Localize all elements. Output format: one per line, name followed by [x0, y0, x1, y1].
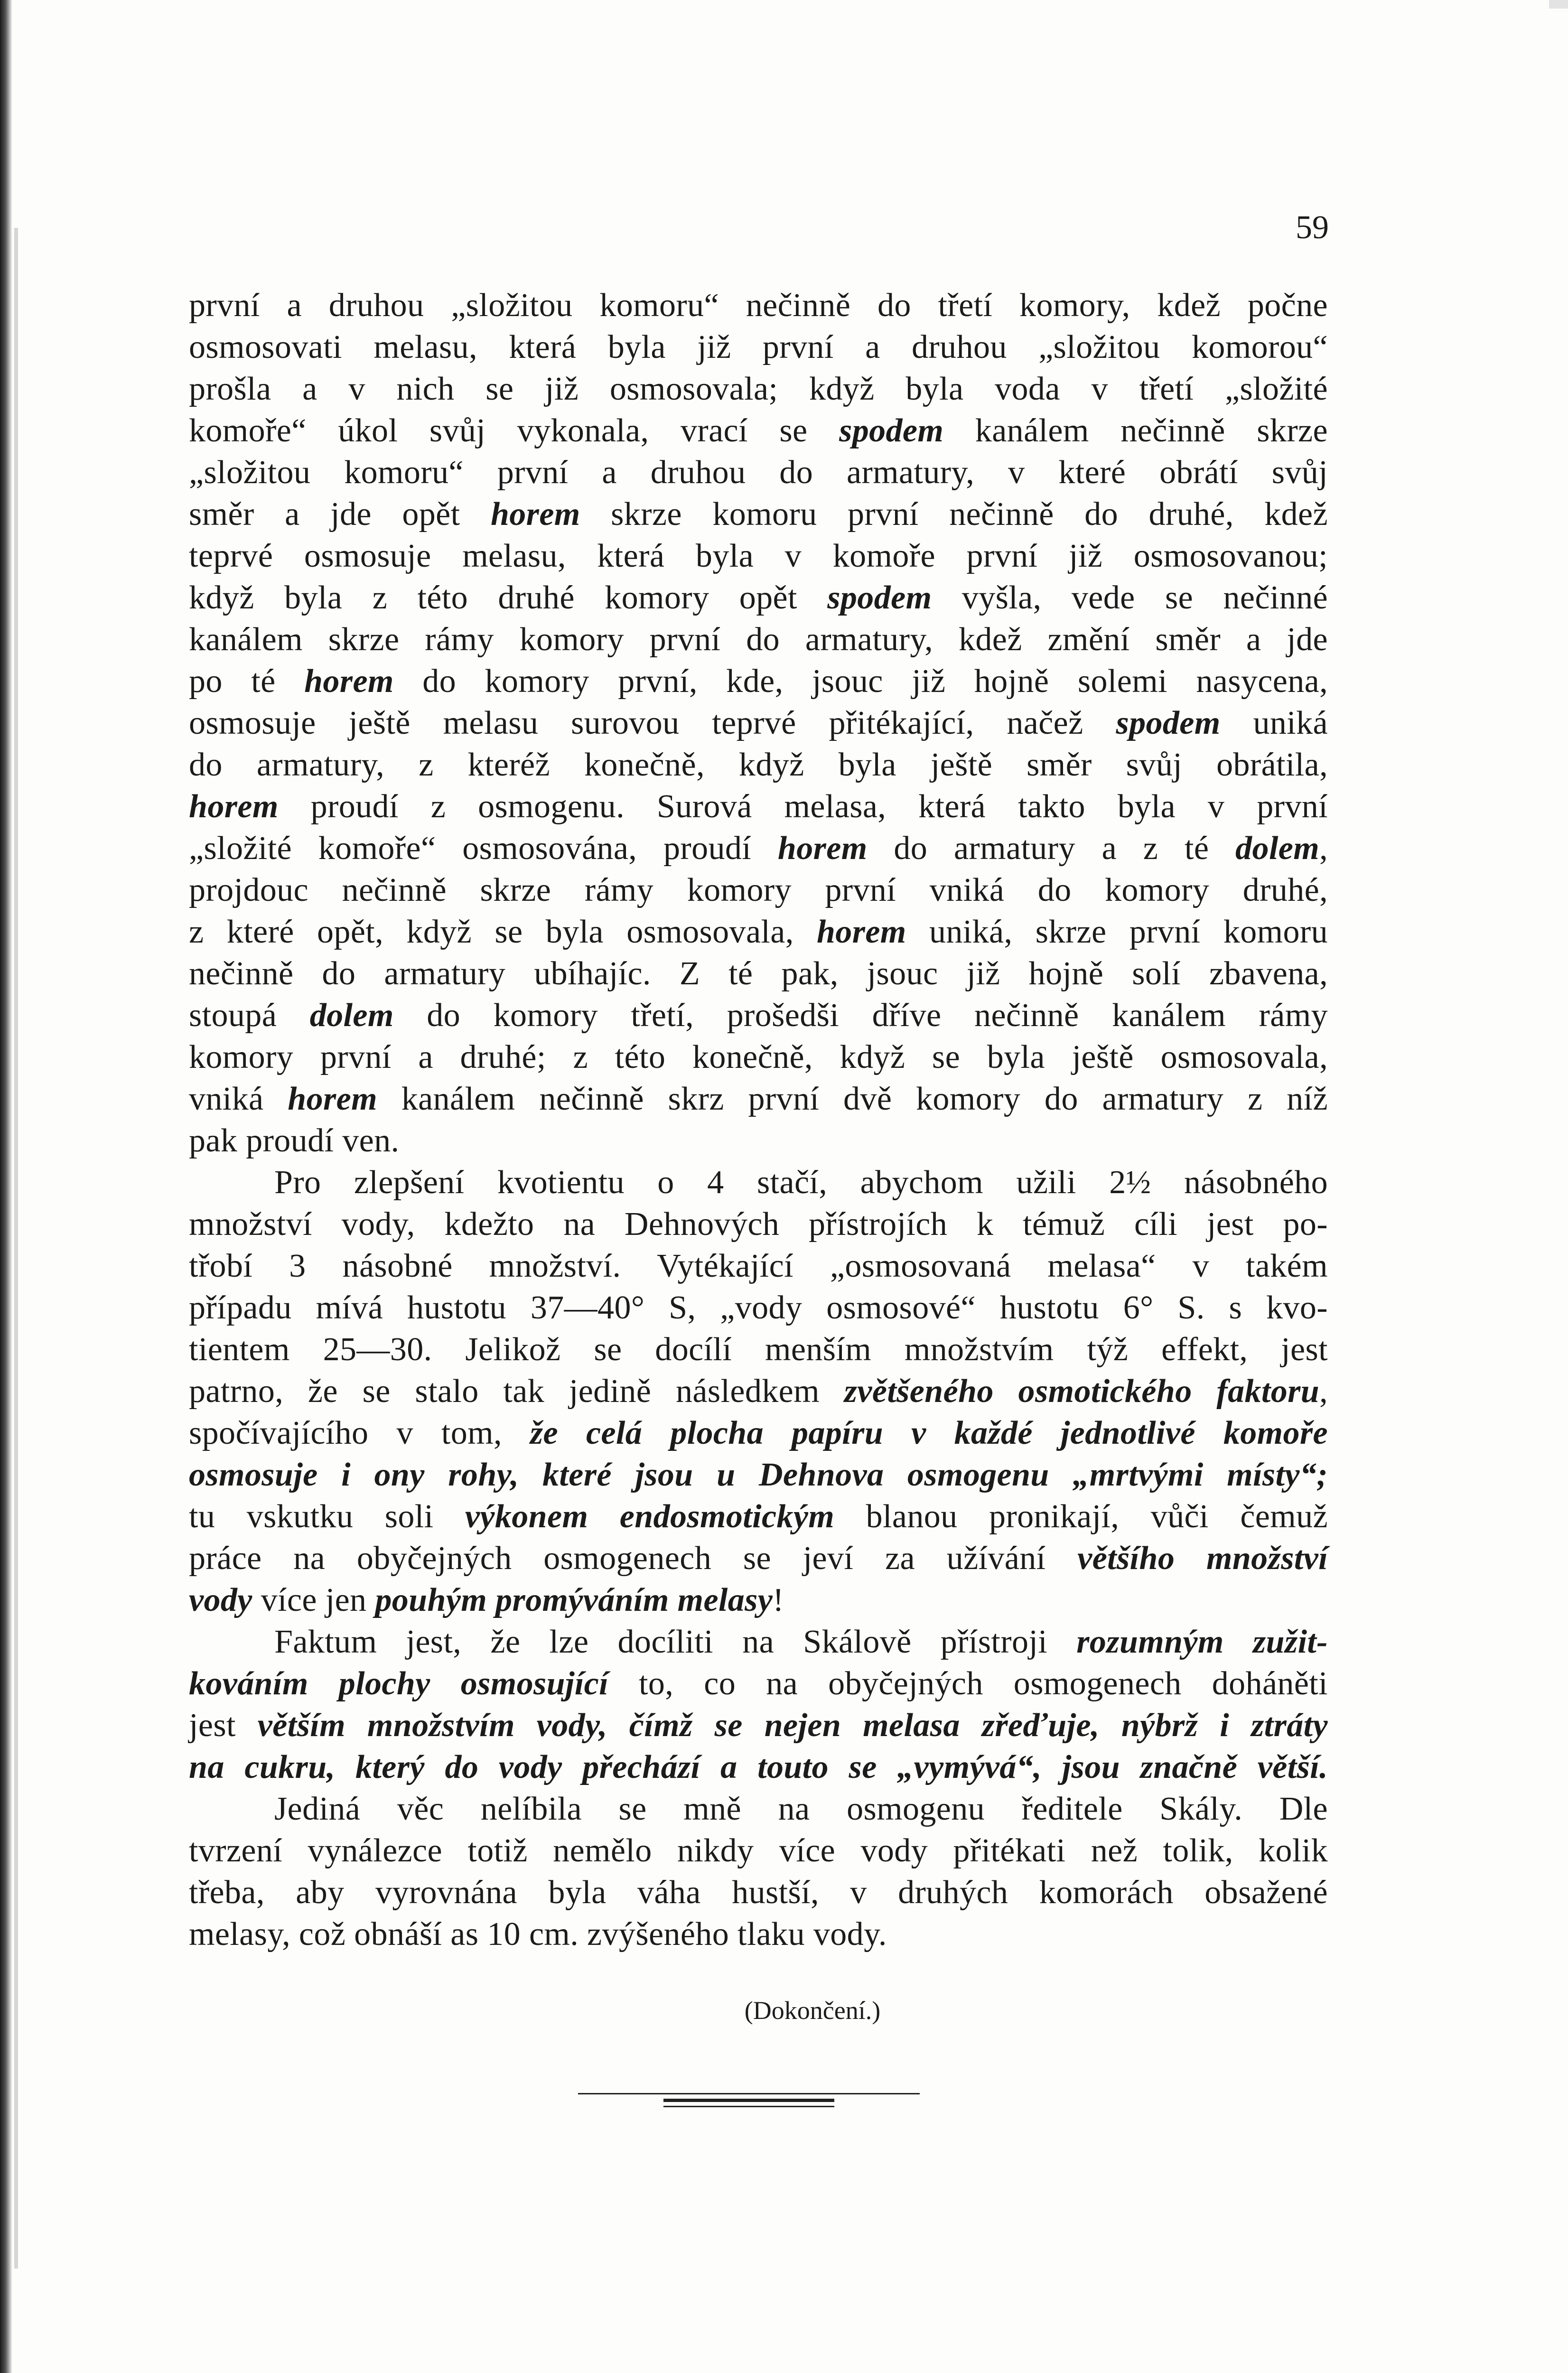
- text-line: [189, 368, 1328, 410]
- text-segment: projdouc nečinně skrze rámy komory první vniká do komory druhé,: [189, 872, 1328, 908]
- text-segment: tu vskutku soli: [189, 1498, 465, 1535]
- text-line: [189, 285, 1328, 327]
- text-segment: kanálem nečinně skrz první dvě komory do armatury z níž: [377, 1081, 1328, 1117]
- emphasis-text: spodem: [827, 579, 932, 616]
- text-segment: do komory třetí, prošedši dříve nečinně kanálem rámy: [393, 997, 1328, 1034]
- text-segment: tientem 25—30. Jelikož se docílí menším množstvím týž effekt, jest: [189, 1331, 1328, 1368]
- emphasis-text: zvětšeného osmotického faktoru: [844, 1373, 1320, 1410]
- text-segment: uniká, skrze první komoru: [906, 914, 1328, 950]
- text-line: [189, 953, 1328, 995]
- text-line: [189, 1496, 1328, 1538]
- continuation-label: (Dokončení.): [744, 1996, 881, 2025]
- text-segment: proudí z osmogenu. Surová melasa, která takto byla v první: [278, 788, 1328, 825]
- emphasis-text: dolem: [1235, 830, 1320, 867]
- text-line: [189, 1329, 1328, 1371]
- emphasis-text: horem: [816, 914, 906, 950]
- text-line: [189, 661, 1328, 702]
- text-line: [189, 744, 1328, 786]
- text-segment: jest: [189, 1707, 258, 1744]
- text-line: [189, 619, 1328, 661]
- text-segment: z které opět, když se byla osmosovala,: [189, 914, 817, 950]
- text-line: [189, 1037, 1328, 1078]
- text-line: [189, 911, 1328, 953]
- emphasis-text: pouhým promýváním melasy: [375, 1582, 773, 1618]
- text-segment: případu mívá hustotu 37—40° S, „vody osmosové“ hustotu 6° S. s kvo-: [189, 1289, 1328, 1326]
- text-line: [189, 1663, 1328, 1705]
- text-line: [189, 410, 1328, 452]
- text-segment: tvrzení vynálezce totiž nemělo nikdy více vody přitékati než tolik, kolik: [189, 1832, 1328, 1869]
- emphasis-text: spodem: [839, 412, 944, 449]
- text-segment: třeba, aby vyrovnána byla váha hustší, v druhých komorách obsažené: [189, 1874, 1328, 1911]
- text-segment: po té: [189, 663, 305, 700]
- text-line: [189, 828, 1328, 869]
- text-segment: do komory první, kde, jsouc již hojně solemi nasycena,: [393, 663, 1328, 700]
- emphasis-text: horem: [304, 663, 394, 700]
- text-segment: „složitou komoru“ první a druhou do armatury, v které obrátí svůj: [189, 454, 1328, 491]
- text-segment: Jediná věc nelíbila se mně na osmogenu ředitele Skály. Dle: [274, 1791, 1328, 1827]
- text-line: [189, 995, 1328, 1037]
- text-segment: kanálem skrze rámy komory první do armatury, kdež změní směr a jde: [189, 621, 1328, 658]
- text-line: [189, 1747, 1328, 1788]
- emphasis-text: že celá plocha papíru v každé jednotlivé komoře: [530, 1415, 1328, 1451]
- text-segment: do armatury a z té: [867, 830, 1236, 867]
- text-segment: třobí 3 násobné množství. Vytékající „osmosovaná melasa“ v takém: [189, 1248, 1328, 1284]
- text-segment: směr a jde opět: [189, 496, 491, 533]
- text-line: [189, 1830, 1328, 1872]
- text-line: [189, 1538, 1328, 1579]
- text-segment: ,: [1319, 1373, 1328, 1410]
- closing-rule-thick: [663, 2099, 834, 2102]
- emphasis-text: vody: [189, 1582, 252, 1618]
- emphasis-text: větším množstvím vody, čímž se nejen melasa zřeďuje, nýbrž i ztráty: [257, 1707, 1328, 1744]
- text-segment: to, co na obyčejných osmogenech doháněti: [608, 1665, 1328, 1702]
- text-line: [189, 1914, 1328, 1955]
- text-segment: patrno, že se stalo tak jedině následkem: [189, 1373, 844, 1410]
- text-line: [189, 1454, 1328, 1496]
- text-line: [189, 1788, 1328, 1830]
- text-segment: Pro zlepšení kvotientu o 4 stačí, abychom užili 2½ násobného: [274, 1164, 1328, 1201]
- text-line: [189, 577, 1328, 619]
- text-segment: melasy, což obnáší as 10 cm. zvýšeného tlaku vody.: [189, 1916, 887, 1953]
- emphasis-text: osmosuje i ony rohy, které jsou u Dehnova osmogenu „mrtvými místy“;: [189, 1457, 1328, 1493]
- text-line: [189, 1287, 1328, 1329]
- text-segment: do armatury, z kteréž konečně, když byla ještě směr svůj obrátila,: [189, 747, 1328, 783]
- text-segment: teprvé osmosuje melasu, která byla v komoře první již osmosovanou;: [189, 538, 1328, 574]
- emphasis-text: výkonem endosmotickým: [465, 1498, 835, 1535]
- text-line: [189, 1371, 1328, 1412]
- binding-edge: [14, 228, 18, 2269]
- emphasis-text: na cukru, který do vody přechází a touto se „vymývá“, jsou značně větší.: [189, 1749, 1328, 1785]
- text-segment: vniká: [189, 1081, 288, 1117]
- text-line: [189, 1579, 1328, 1621]
- text-segment: stoupá: [189, 997, 310, 1034]
- text-segment: blanou pronikají, vůči čemuž: [834, 1498, 1328, 1535]
- page-number: 59: [1296, 209, 1329, 246]
- text-line: [189, 1245, 1328, 1287]
- text-line: [189, 1078, 1328, 1120]
- text-line: [189, 1621, 1328, 1663]
- emphasis-text: většího množství: [1077, 1540, 1328, 1577]
- text-segment: osmosovati melasu, která byla již první a druhou „složitou komorou“: [189, 329, 1328, 365]
- text-segment: více jen: [252, 1582, 375, 1618]
- text-segment: pak proudí ven.: [189, 1122, 400, 1159]
- emphasis-text: dolem: [309, 997, 394, 1034]
- text-line: [189, 702, 1328, 744]
- text-line: [189, 1412, 1328, 1454]
- text-segment: Faktum jest, že lze docíliti na Skálově přístroji: [274, 1624, 1077, 1660]
- closing-rule-thin-top: [578, 2093, 920, 2094]
- text-line: [189, 1120, 1328, 1162]
- emphasis-text: horem: [288, 1081, 377, 1117]
- text-segment: vyšla, vede se nečinné: [932, 579, 1328, 616]
- page-corner: [1549, 0, 1568, 9]
- text-segment: první a druhou „složitou komoru“ nečinně do třetí komory, kdež počne: [189, 287, 1328, 324]
- emphasis-text: rozumným zužit-: [1076, 1624, 1328, 1660]
- text-segment: !: [773, 1582, 784, 1618]
- text-segment: uniká: [1220, 705, 1328, 741]
- text-segment: práce na obyčejných osmogenech se jeví za užívání: [189, 1540, 1078, 1577]
- text-line: [189, 1872, 1328, 1914]
- closing-rule: [578, 2093, 920, 2112]
- text-segment: komoře“ úkol svůj vykonala, vrací se: [189, 412, 840, 449]
- text-line: [189, 494, 1328, 535]
- body-text: [189, 285, 1328, 1955]
- continuation-note: [0, 1996, 1568, 2025]
- text-line: [189, 1705, 1328, 1747]
- text-segment: kanálem nečinně skrze: [943, 412, 1328, 449]
- text-line: [189, 327, 1328, 368]
- text-line: [189, 786, 1328, 828]
- emphasis-text: horem: [490, 496, 580, 533]
- text-segment: nečinně do armatury ubíhajíc. Z té pak, jsouc již hojně solí zbavena,: [189, 955, 1328, 992]
- text-segment: skrze komoru první nečinně do druhé, kdež: [580, 496, 1328, 533]
- text-segment: prošla a v nich se již osmosovala; když byla voda v třetí „složité: [189, 371, 1328, 407]
- text-line: [189, 1204, 1328, 1245]
- emphasis-text: kováním plochy osmosující: [189, 1665, 608, 1702]
- text-line: [189, 535, 1328, 577]
- text-segment: osmosuje ještě melasu surovou teprvé přitékající, načež: [189, 705, 1116, 741]
- closing-rule-thin-bottom: [663, 2106, 834, 2107]
- emphasis-text: horem: [777, 830, 868, 867]
- emphasis-text: horem: [189, 788, 279, 825]
- text-segment: když byla z této druhé komory opět: [189, 579, 828, 616]
- text-segment: spočívajícího v tom,: [189, 1415, 530, 1451]
- text-line: [189, 452, 1328, 494]
- text-segment: ,: [1319, 830, 1328, 867]
- text-segment: komory první a druhé; z této konečně, když se byla ještě osmosovala,: [189, 1039, 1328, 1075]
- text-segment: množství vody, kdežto na Dehnových přístrojích k témuž cíli jest po-: [189, 1206, 1328, 1243]
- emphasis-text: spodem: [1116, 705, 1221, 741]
- text-line: [189, 869, 1328, 911]
- text-segment: „složité komoře“ osmosována, proudí: [189, 830, 778, 867]
- text-line: [189, 1162, 1328, 1204]
